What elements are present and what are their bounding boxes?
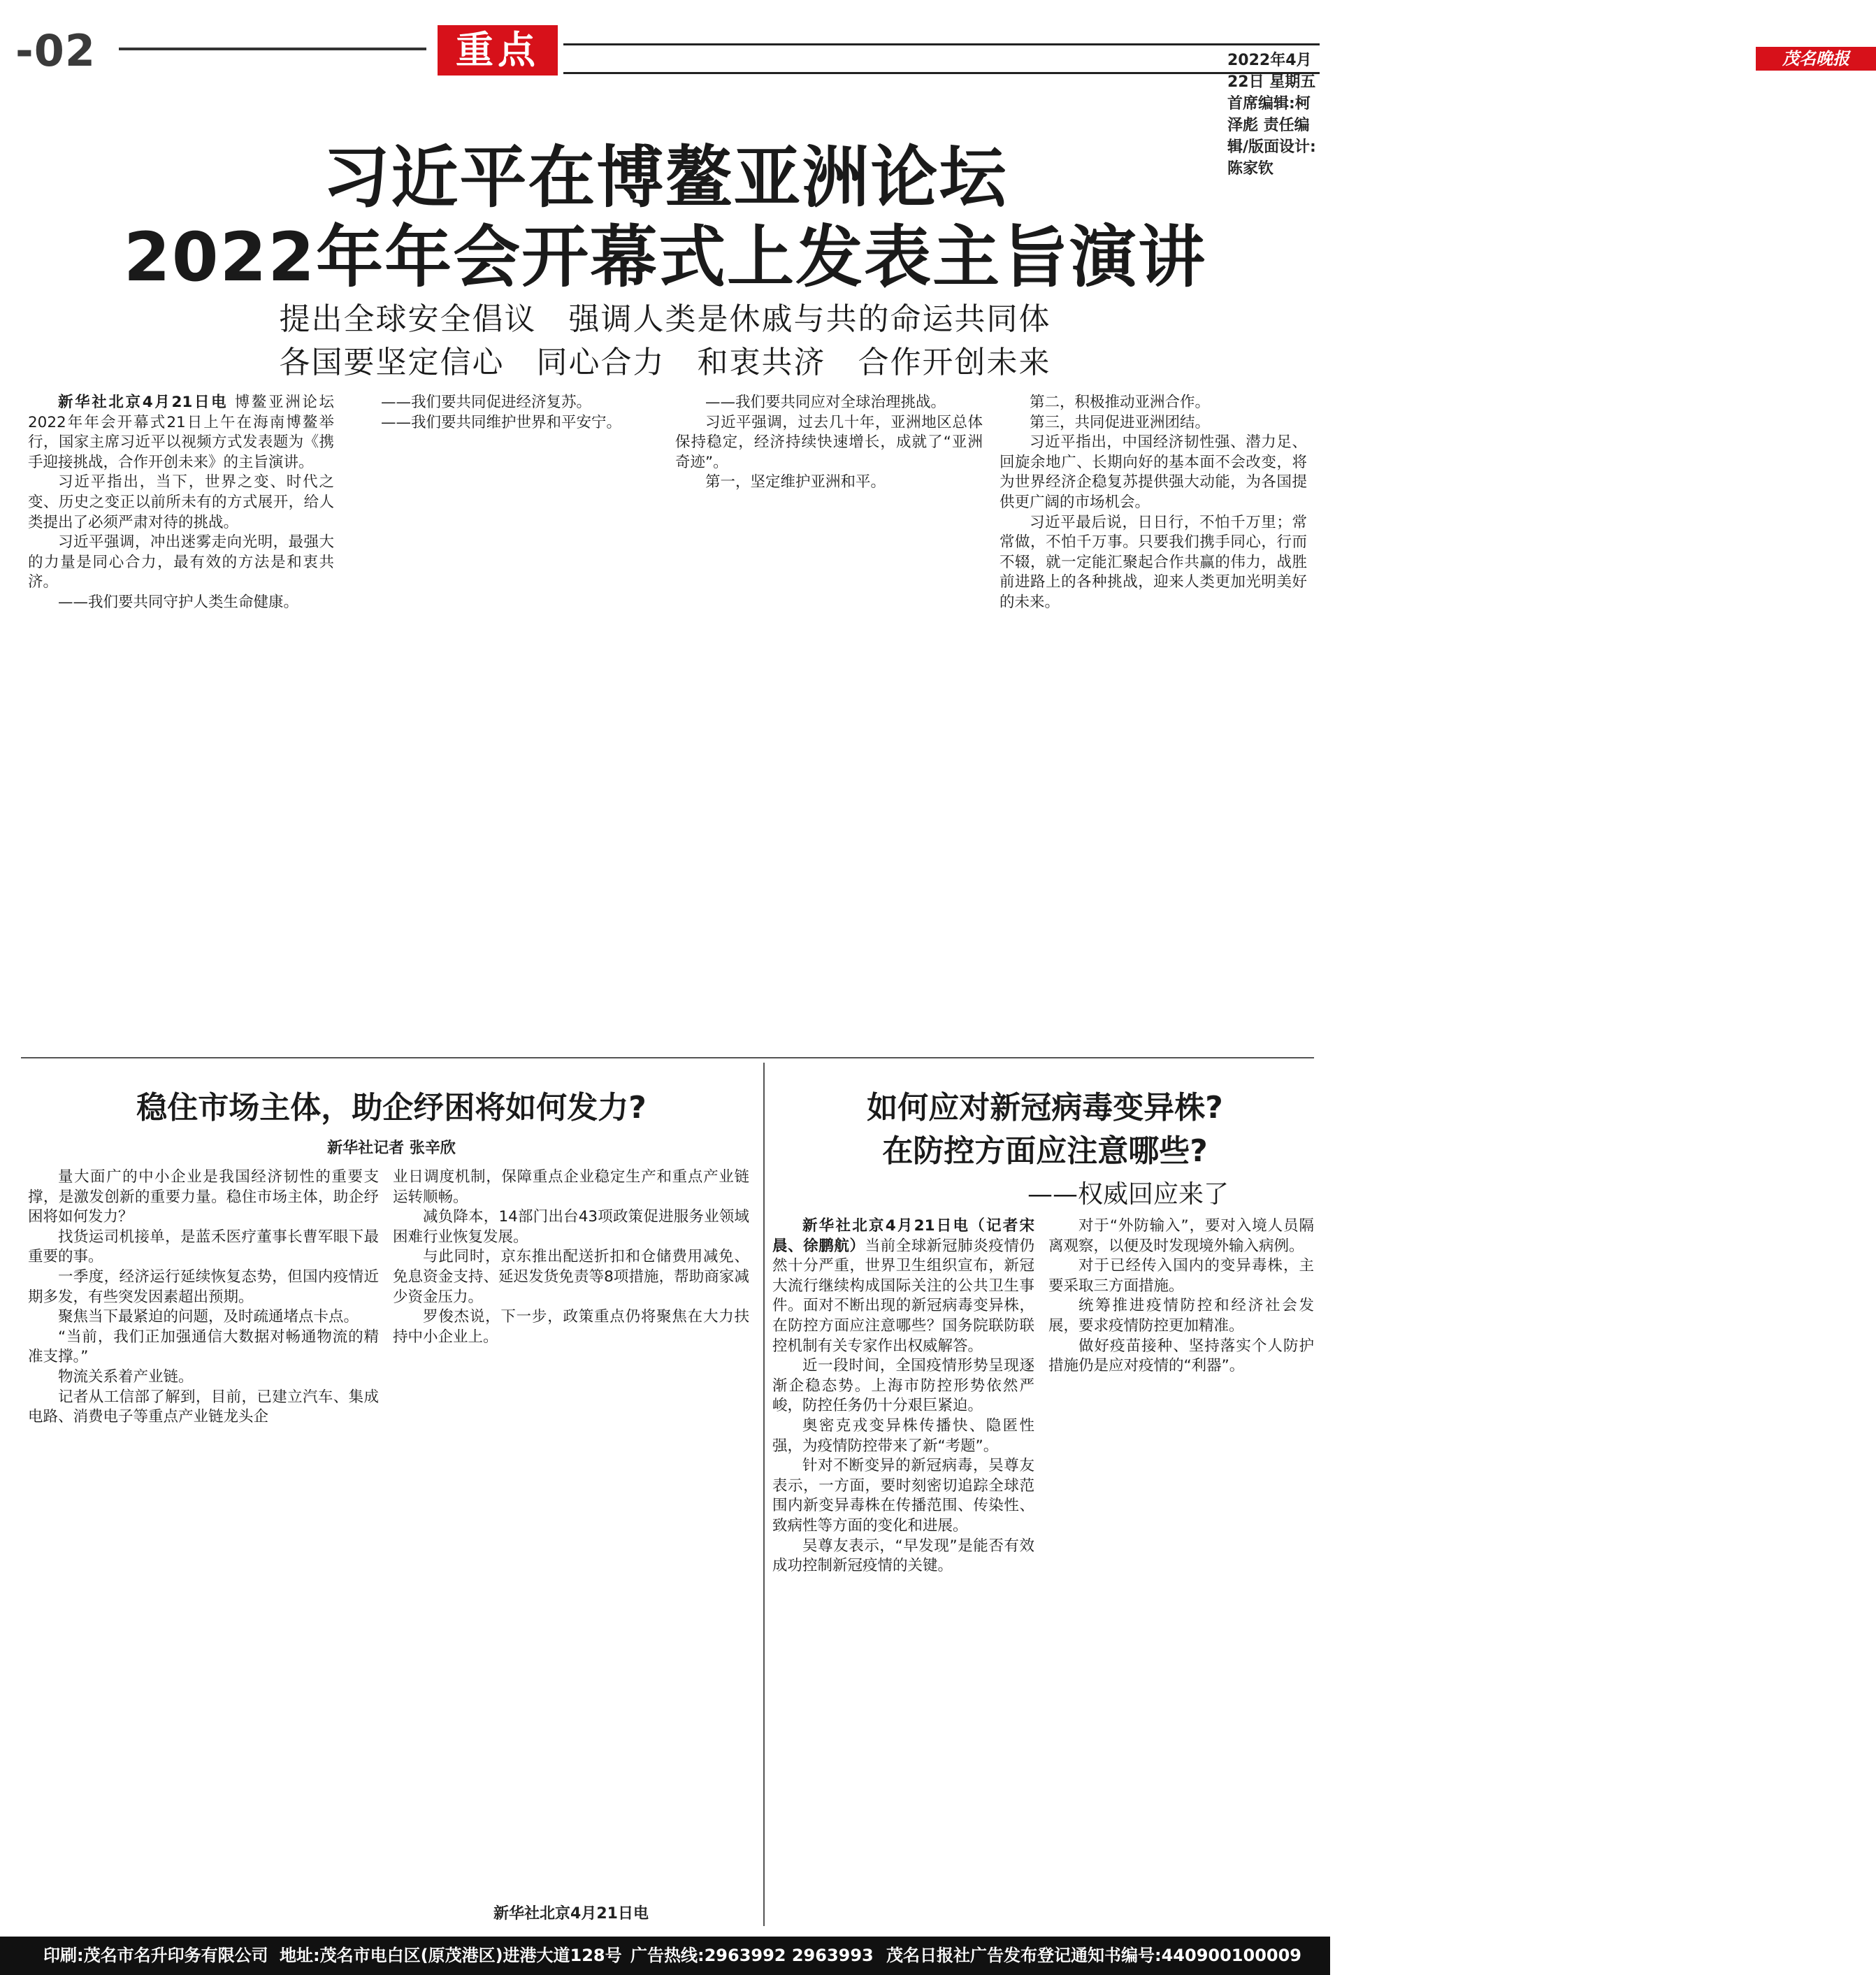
footer-address: 地址:茂名市电白区(原茂港区)进港大道128号	[280, 1946, 622, 1965]
main-col1-p1: 博鳌亚洲论坛2022年年会开幕式21日上午在海南博鳌举行，国家主席习近平以视频方式发表题为《携手迎接挑战，合作开创未来》的主旨演讲。	[28, 394, 334, 471]
header-rule	[119, 48, 426, 50]
main-headline-line2: 2022年年会开幕式上发表主旨演讲	[123, 218, 1207, 296]
main-col4-p1: 第二，积极推动亚洲合作。	[1030, 394, 1211, 411]
main-col4-p3: 习近平指出，中国经济韧性强、潜力足、回旋余地广、长期向好的基本面不会改变，将为世界经济企稳复苏提供强大动能，为各国提供更广阔的市场机会。	[1000, 433, 1307, 511]
section-badge: 重点	[438, 25, 558, 76]
right-article-col2	[1048, 1216, 1314, 1933]
main-col3-p1: ——我们要共同应对全球治理挑战。	[705, 394, 946, 411]
main-col2-p1: ——我们要共同促进经济复苏。	[381, 394, 592, 411]
right-article-title-line1: 如何应对新冠病毒变异株?	[867, 1090, 1223, 1126]
header-meta: 2022年4月22日 星期五 首席编辑:柯泽彪 责任编辑/版面设计:陈家钦	[1227, 52, 1316, 178]
right-col1-p4: 针对不断变异的新冠病毒，吴尊友表示，一方面，要时刻密切追踪全球范围内新变异毒株在传播范围、传染性、致病性等方面的变化和进展。	[772, 1457, 1034, 1535]
right-col2-p4: 做好疫苗接种、坚持落实个人防护措施仍是应对疫情的“利器”。	[1048, 1337, 1314, 1375]
left-col2-p4: 罗俊杰说，下一步，政策重点仍将聚焦在大力扶持中小企业上。	[393, 1308, 749, 1346]
left-col1-p6: 物流关系着产业链。	[58, 1367, 194, 1386]
left-article-col2	[393, 1168, 749, 1909]
main-col4-p4: 习近平最后说，日日行，不怕千万里；常常做，不怕千万事。只要我们携手同心，行而不辍，就一定能汇聚起合作共赢的伟力，战胜前进路上的各种挑战，迎来人类更加光明美好的未来。	[1000, 513, 1307, 611]
right-article-title-line2: 在防控方面应注意哪些?	[882, 1133, 1208, 1169]
right-dateline: 新华社北京4月21日电（记者宋晨、徐鹏航）	[772, 1217, 1034, 1255]
left-col2-p1: 业日调度机制，保障重点企业稳定生产和重点产业链运转顺畅。	[393, 1168, 749, 1206]
main-subhead-line1: 提出全球安全倡议 强调人类是休戚与共的命运共同体	[279, 301, 1051, 337]
main-article-col2	[351, 393, 658, 1047]
left-article-credit: 新华社北京4月21日电	[493, 1905, 649, 1923]
footer-ad-hotline: 广告热线:2963992 2963993	[630, 1946, 874, 1965]
right-col2-p3: 统筹推进疫情防控和经济社会发展，要求疫情防控更加精准。	[1048, 1297, 1314, 1335]
right-col2-p1: 对于“外防输入”，要对入境人员隔离观察，以便及时发现境外输入病例。	[1048, 1217, 1314, 1255]
main-headline-line1: 习近平在博鳌亚洲论坛	[322, 138, 1008, 217]
footer-license: 茂名日报社广告发布登记通知书编号:440900100009	[886, 1946, 1301, 1965]
main-col1-p3: 习近平强调，冲出迷雾走向光明，最强大的力量是同心合力，最有效的方法是和衷共济。	[28, 533, 334, 591]
paper-logo: 茂名晚报	[1756, 47, 1876, 71]
main-col3-p3: 第一，坚定维护亚洲和平。	[705, 473, 886, 491]
main-article-col4	[1000, 393, 1307, 1047]
left-col1-p3: 一季度，经济运行延续恢复态势，但国内疫情近期多发，有些突发因素超出预期。	[28, 1267, 379, 1306]
left-article-col1	[28, 1168, 379, 1933]
right-col1-p1: 当前全球新冠肺炎疫情仍然十分严重，世界卫生组织宣布，新冠大流行继续构成国际关注的公共卫生事件。面对不断出现的新冠病毒变异株，在防控方面应注意哪些？国务院联防联控机制有关专家作出权威解答。	[772, 1237, 1034, 1355]
main-dateline: 新华社北京4月21日电	[58, 394, 229, 411]
main-article-col3	[675, 393, 983, 1047]
footer-printer: 印刷:茂名市名升印务有限公司	[43, 1946, 268, 1965]
main-col1-p2: 习近平指出，当下，世界之变、时代之变、历史之变正以前所未有的方式展开，给人类提出了必须严肃对待的挑战。	[28, 473, 334, 531]
right-col1-p2: 近一段时间，全国疫情形势呈现逐渐企稳态势。上海市防控形势依然严峻，防控任务仍十分艰巨紧迫。	[772, 1357, 1034, 1415]
right-article-col1	[772, 1216, 1034, 1933]
left-col2-p3: 与此同时，京东推出配送折扣和仓储费用减免、免息资金支持、延迟发货免责等8项措施，帮助商家减少资金压力。	[393, 1248, 749, 1306]
left-col1-p2: 找货运司机接单，是蓝禾医疗董事长曹军眼下最重要的事。	[28, 1228, 379, 1266]
main-col1-p4: ——我们要共同守护人类生命健康。	[58, 593, 299, 611]
page-footer	[0, 1937, 1330, 1975]
main-article-col1	[28, 393, 334, 1047]
left-article-title: 稳住市场主体，助企纾困将如何发力?	[136, 1090, 647, 1126]
left-col2-p2: 减负降本，14部门出台43项政策促进服务业领域困难行业恢复发展。	[393, 1208, 749, 1246]
right-col2-p2: 对于已经传入国内的变异毒株，主要采取三方面措施。	[1048, 1257, 1314, 1295]
section-divider	[21, 1057, 1314, 1058]
main-col4-p2: 第三，共同促进亚洲团结。	[1030, 413, 1211, 431]
main-col2-p2: ——我们要共同维护世界和平安宁。	[381, 413, 622, 431]
main-subhead-line2: 各国要坚定信心 同心合力 和衷共济 合作开创未来	[279, 345, 1051, 380]
article-divider	[763, 1063, 765, 1926]
header-band	[563, 43, 1849, 178]
right-col1-p5: 吴尊友表示，“早发现”是能否有效成功控制新冠疫情的关键。	[772, 1537, 1034, 1575]
right-col1-p3: 奥密克戎变异株传播快、隐匿性强，为疫情防控带来了新“考题”。	[772, 1416, 1034, 1455]
left-col1-p1: 量大面广的中小企业是我国经济韧性的重要支撑，是激发创新的重要力量。稳住市场主体，助企纾困将如何发力？	[28, 1168, 379, 1226]
main-col3-p2: 习近平强调，过去几十年，亚洲地区总体保持稳定，经济持续快速增长，成就了“亚洲奇迹”。	[675, 413, 983, 471]
left-article-byline: 新华社记者 张辛欣	[327, 1140, 456, 1157]
right-article-subtitle: ——权威回应来了	[1027, 1180, 1229, 1209]
left-col1-p7: 记者从工信部了解到，目前，已建立汽车、集成电路、消费电子等重点产业链龙头企	[28, 1388, 379, 1426]
left-col1-p5: “当前，我们正加强通信大数据对畅通物流的精准支撑。”	[28, 1328, 379, 1366]
left-col1-p4: 聚焦当下最紧迫的问题，及时疏通堵点卡点。	[58, 1308, 359, 1326]
page-number: -02	[15, 25, 96, 76]
